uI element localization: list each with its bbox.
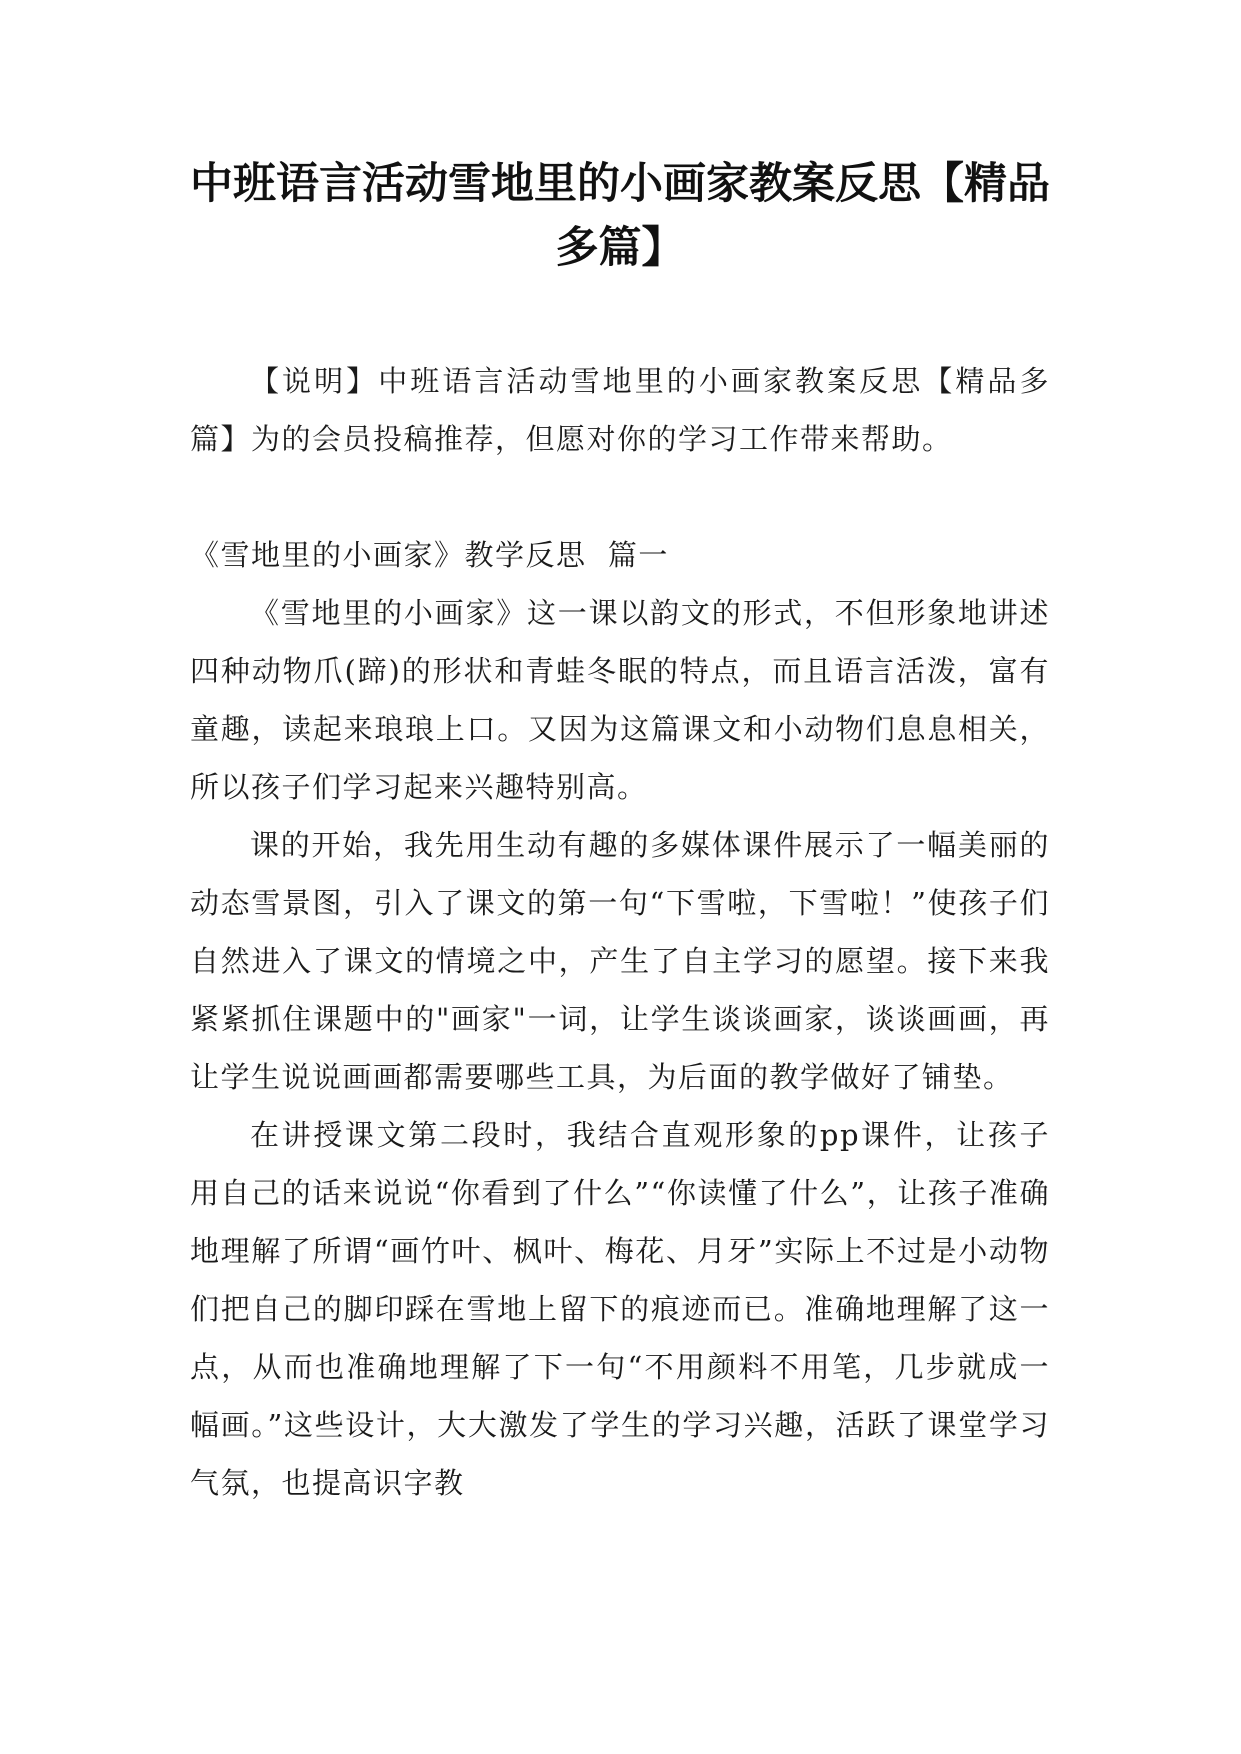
body-paragraph: 《雪地里的小画家》这一课以韵文的形式，不但形象地讲述四种动物爪(蹄)的形状和青蛙冬眠的特点，而且语言活泼，富有童趣，读起来琅琅上口。又因为这篇课文和小动物们息息相关，所以孩子们学习起来兴趣特别高。 — [190, 596, 1050, 804]
section-heading: 《雪地里的小画家》教学反思 篇一 — [190, 538, 669, 572]
document-body — [190, 352, 1050, 1512]
intro-paragraph: 【说明】中班语言活动雪地里的小画家教案反思【精品多篇】为的会员投稿推荐，但愿对你的学习工作带来帮助。 — [190, 364, 1050, 456]
body-paragraph: 在讲授课文第二段时，我结合直观形象的pp课件，让孩子用自己的话来说说“你看到了什么”“你读懂了什么”，让孩子准确地理解了所谓“画竹叶、枫叶、梅花、月牙”实际上不过是小动物们把自己的脚印踩在雪地上留下的痕迹而已。准确地理解了这一点，从而也准确地理解了下一句“不用颜料不用笔，几步就成一幅画。”这些设计，大大激发了学生的学习兴趣，活跃了课堂学习气氛，也提高识字教 — [190, 1118, 1050, 1500]
paragraph-gap — [190, 468, 1050, 526]
document-title: 中班语言活动雪地里的小画家教案反思【精品多篇】 — [190, 159, 1050, 273]
body-paragraph: 课的开始，我先用生动有趣的多媒体课件展示了一幅美丽的动态雪景图，引入了课文的第一句“下雪啦，下雪啦！”使孩子们自然进入了课文的情境之中，产生了自主学习的愿望。接下来我紧紧抓住课题中的"画家"一词，让学生谈谈画家，谈谈画画，再让学生说说画画都需要哪些工具，为后面的教学做好了铺垫。 — [190, 828, 1050, 1094]
